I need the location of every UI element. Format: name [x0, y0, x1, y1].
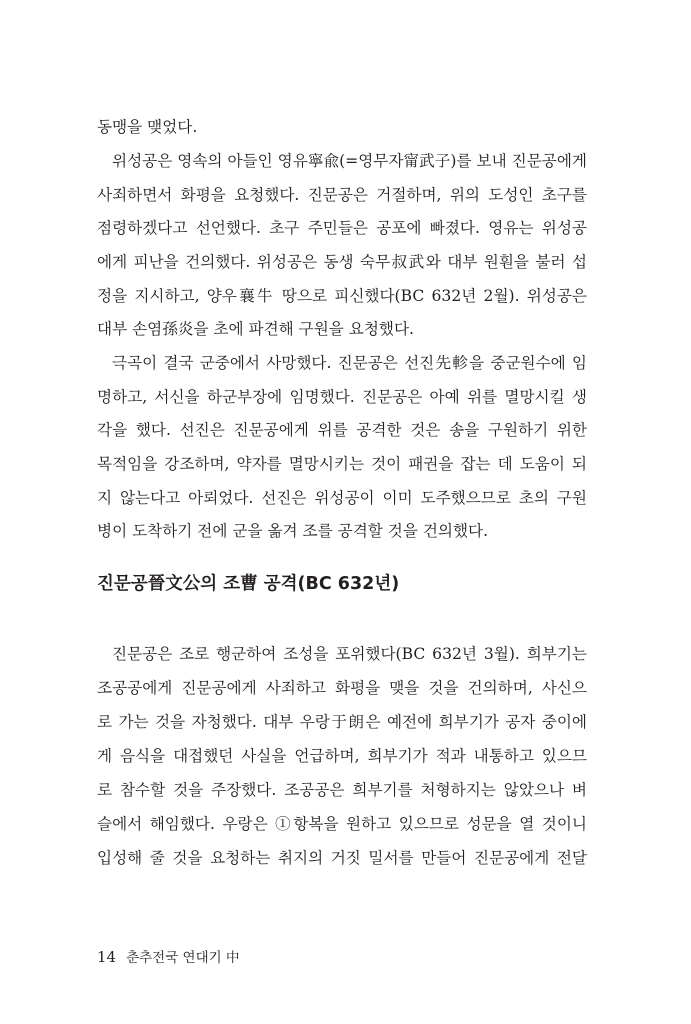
body-line: 에게 피난을 건의했다. 위성공은 동생 숙무叔武와 대부 원훤을 불러 섭 — [97, 253, 587, 271]
body-line: 극곡이 결국 군중에서 사망했다. 진문공은 선진先軫을 중군원수에 임 — [112, 354, 587, 372]
section-heading: 진문공晉文公의 조曹 공격(BC 632년) — [97, 574, 400, 594]
section-line: 조공공에게 진문공에게 사죄하고 화평을 맺을 것을 건의하며, 사신으 — [97, 679, 587, 697]
body-line: 병이 도착하기 전에 군을 옮겨 조를 공격할 것을 건의했다. — [97, 522, 489, 540]
section-line: 슬에서 해임했다. 우랑은 ①항복을 원하고 있으므로 성문을 열 것이니 — [97, 815, 587, 833]
body-line: 위성공은 영속의 아들인 영유寧兪(=영무자甯武子)를 보내 진문공에게 — [112, 152, 587, 170]
page-footer — [97, 945, 239, 969]
body-line: 점령하겠다고 선언했다. 초구 주민들은 공포에 빠졌다. 영유는 위성공 — [97, 219, 587, 237]
body-line: 각을 했다. 선진은 진문공에게 위를 공격한 것은 송을 구원하기 위한 — [97, 421, 587, 439]
body-line: 동맹을 맺었다. — [97, 118, 198, 136]
section-line: 입성해 줄 것을 요청하는 취지의 거짓 밀서를 만들어 진문공에게 전달 — [97, 849, 587, 867]
section-line: 게 음식을 대접했던 사실을 언급하며, 희부기가 적과 내통하고 있으므 — [97, 747, 587, 765]
section-line: 로 참수할 것을 주장했다. 조공공은 희부기를 처형하지는 않았으나 벼 — [97, 781, 587, 799]
body-line: 대부 손염孫炎을 초에 파견해 구원을 요청했다. — [97, 320, 415, 338]
body-line: 사죄하면서 화평을 요청했다. 진문공은 거절하며, 위의 도성인 초구를 — [97, 186, 587, 204]
body-line: 정을 지시하고, 양우襄牛 땅으로 피신했다(BC 632년 2월). 위성공은 — [97, 287, 587, 305]
body-line: 명하고, 서신을 하군부장에 임명했다. 진문공은 아예 위를 멸망시킬 생 — [97, 388, 587, 406]
section-line: 진문공은 조로 행군하여 조성을 포위했다(BC 632년 3월). 희부기는 — [112, 645, 587, 663]
section-line: 로 가는 것을 자청했다. 대부 우랑于朗은 예전에 희부기가 공자 중이에 — [97, 713, 587, 731]
page-number: 14 — [97, 948, 117, 966]
book-title: 춘추전국 연대기 中 — [126, 950, 240, 966]
body-line: 목적임을 강조하며, 약자를 멸망시키는 것이 패권을 잡는 데 도움이 되 — [97, 455, 587, 473]
body-line: 지 않는다고 아뢰었다. 선진은 위성공이 이미 도주했으므로 초의 구원 — [97, 489, 587, 507]
